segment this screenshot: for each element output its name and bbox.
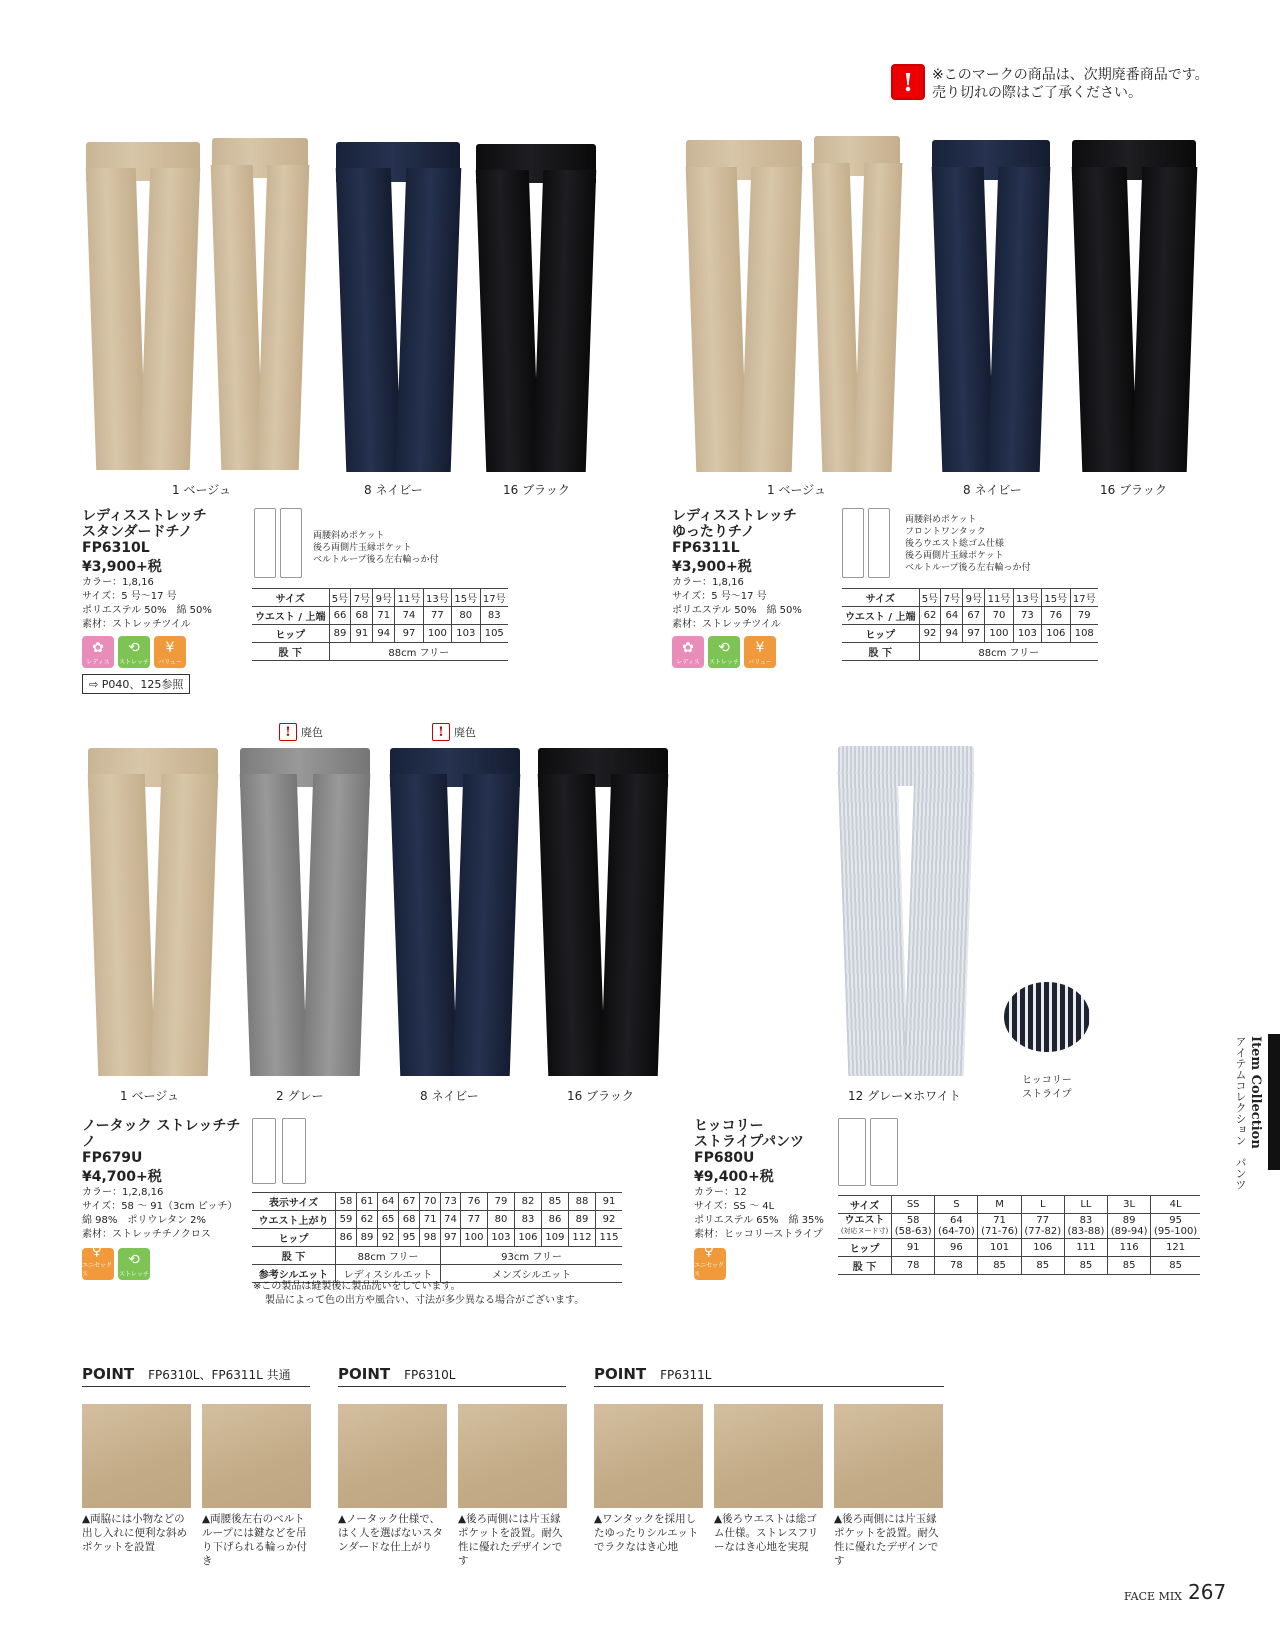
color-caption: 16 ブラック bbox=[1100, 483, 1167, 497]
color-caption: 8 ネイビー bbox=[420, 1089, 479, 1103]
spec-color: カラー：1,8,16 bbox=[672, 577, 744, 588]
fp680u-front-sketch bbox=[838, 1118, 866, 1186]
fp6310l-navy-image bbox=[336, 142, 460, 472]
fp679u-grey-image bbox=[240, 748, 370, 1076]
product-price: ¥3,900+税 bbox=[82, 559, 162, 575]
discontinued-badge: ! 廃色 bbox=[432, 723, 476, 741]
fp6311l-features: 両腰斜めポケット フロントワンタック 後ろウエスト総ゴム仕様 後ろ両側片玉縁ポケット ベルトループ後ろ左右輪っか付 bbox=[905, 515, 1031, 573]
fp679u-front-sketch bbox=[252, 1118, 276, 1184]
product-name: ゆったりチノ bbox=[672, 524, 755, 540]
fp680u-hickory-image bbox=[838, 746, 974, 1076]
fp679u-beige-image bbox=[88, 748, 218, 1076]
color-caption: 16 ブラック bbox=[567, 1089, 634, 1103]
detail-photo-back-pocket bbox=[458, 1404, 567, 1508]
spec-fabric: 素材：ストレッチツイル bbox=[672, 619, 781, 630]
ladies-icon: ✿ レディス bbox=[672, 636, 704, 668]
detail-photo-back-pocket bbox=[834, 1404, 943, 1508]
fp6310l-info bbox=[82, 508, 252, 694]
color-caption: 8 ネイビー bbox=[364, 483, 423, 497]
spec-color: カラー：1,8,16 bbox=[82, 577, 154, 588]
spec-material: 綿 98% ポリウレタン 2% bbox=[82, 1215, 207, 1226]
product-code: FP680U bbox=[694, 1150, 755, 1166]
fp6310l-beige-front-image bbox=[86, 142, 200, 470]
fp6311l-beige-front-image bbox=[686, 140, 802, 472]
detail-photo-side-pocket bbox=[82, 1404, 191, 1508]
color-caption: 1 ベージュ bbox=[120, 1089, 179, 1103]
product-price: ¥4,700+税 bbox=[82, 1169, 162, 1185]
ladies-icon: ✿ レディス bbox=[82, 636, 114, 668]
page-number: 267 bbox=[1188, 1580, 1227, 1604]
product-name: ストライプパンツ bbox=[694, 1134, 805, 1150]
spec-color: カラー：1,2,8,16 bbox=[82, 1187, 164, 1198]
detail-caption: ▲両脇には小物などの出し入れに便利な斜めポケットを設置 bbox=[82, 1513, 187, 1553]
product-name: スタンダードチノ bbox=[82, 524, 193, 540]
product-name: レディスストレッチ bbox=[82, 508, 207, 524]
spec-material: ポリエステル 65% 綿 35% bbox=[694, 1215, 824, 1226]
fp680u-info bbox=[694, 1118, 844, 1280]
detail-caption: ▲両腰後左右のベルトループには鍵などを吊り下げられる輪っか付き bbox=[202, 1513, 307, 1567]
section-title-en: Item Collection bbox=[1248, 1036, 1263, 1149]
spec-fabric: 素材：ヒッコリーストライプ bbox=[694, 1229, 823, 1240]
fp680u-back-sketch bbox=[870, 1118, 898, 1186]
discontinued-mark-icon: ! bbox=[432, 723, 450, 741]
discontinued-badge: ! 廃色 bbox=[279, 723, 323, 741]
product-price: ¥3,900+税 bbox=[672, 559, 752, 575]
section-tab bbox=[1268, 1034, 1280, 1170]
detail-caption: ▲ワンタックを採用したゆったりシルエットでラクなはき心地 bbox=[594, 1513, 699, 1553]
stretch-icon: ⟲ ストレッチ bbox=[708, 636, 740, 668]
product-code: FP6311L bbox=[672, 540, 740, 556]
spec-size: サイズ：SS ～ 4L bbox=[694, 1201, 775, 1212]
spec-fabric: 素材：ストレッチチノクロス bbox=[82, 1229, 211, 1240]
fp6310l-back-sketch bbox=[280, 508, 302, 578]
color-caption: 16 ブラック bbox=[503, 483, 570, 497]
stretch-icon: ⟲ ストレッチ bbox=[118, 636, 150, 668]
spec-material: ポリエステル 50% 綿 50% bbox=[672, 605, 802, 616]
value-icon: ¥ バリュー bbox=[744, 636, 776, 668]
notice-line1: ※このマークの商品は、次期廃番商品です。 bbox=[932, 67, 1209, 83]
detail-caption: ▲ノータック仕様で、はく人を選ばないスタンダードな仕上がり bbox=[338, 1513, 443, 1553]
detail-caption: ▲後ろ両側には片玉縁ポケットを設置。耐久性に優れたデザインです bbox=[834, 1513, 939, 1567]
product-name: ノータック ストレッチチノ bbox=[82, 1118, 241, 1150]
detail-photo-elastic-waist bbox=[714, 1404, 823, 1508]
hickory-stripe-swatch bbox=[1004, 982, 1090, 1052]
color-caption: 8 ネイビー bbox=[963, 483, 1022, 497]
page-reference-link[interactable]: ⇨ P040、125参照 bbox=[82, 674, 190, 694]
fp679u-black-image bbox=[538, 748, 668, 1076]
detail-caption: ▲後ろウエストは総ゴム仕様。ストレスフリーなはき心地を実現 bbox=[714, 1513, 819, 1553]
spec-size: サイズ：5 号～17 号 bbox=[82, 591, 177, 602]
point-header: POINT FP6310L、FP6311L 共通 bbox=[82, 1364, 310, 1387]
fp679u-back-sketch bbox=[282, 1118, 306, 1184]
product-name: ヒッコリー bbox=[694, 1118, 764, 1134]
product-code: FP6310L bbox=[82, 540, 150, 556]
notice-line2: 売り切れの際はご了承ください。 bbox=[932, 85, 1142, 101]
color-caption: 12 グレー×ホワイト bbox=[848, 1089, 961, 1103]
fp6310l-front-sketch bbox=[254, 508, 276, 578]
spec-material: ポリエステル 50% 綿 50% bbox=[82, 605, 212, 616]
fp6311l-info bbox=[672, 508, 842, 668]
discontinued-mark-icon: ! bbox=[279, 723, 297, 741]
spec-fabric: 素材：ストレッチツイル bbox=[82, 619, 191, 630]
fp6311l-size-table: サイズ 5号 7号 9号 11号 13号 15号 17号 ウエスト / 上端 62 64 67 70 73 76 79 ヒップ 92 94 97 100 103 106 108 股 下 88cm フリー bbox=[842, 588, 1098, 661]
fp6311l-beige-back-image bbox=[814, 136, 900, 472]
brand-name: FACE MIX bbox=[1124, 1590, 1183, 1603]
fp6311l-navy-image bbox=[932, 140, 1050, 472]
fp6310l-size-table: サイズ 5号 7号 9号 11号 13号 15号 17号 ウエスト / 上端 66 68 71 74 77 80 83 ヒップ 89 91 94 97 100 103 105 股 下 88cm フリー bbox=[252, 588, 508, 661]
spec-color: カラー：12 bbox=[694, 1187, 747, 1198]
spec-size: サイズ：5 号～17 号 bbox=[672, 591, 767, 602]
point-header: POINT FP6311L bbox=[594, 1364, 944, 1387]
detail-photo-no-tuck bbox=[338, 1404, 447, 1508]
fp679u-size-table: 表示サイズ 58 61 64 67 70 73 76 79 82 85 88 91 ウエスト上がり 59 62 65 68 71 74 77 80 83 86 89 92 ヒップ 86 89 92 95 98 97 100 103 106 109 112 115 股 下 88cm フリー 93cm フリー 参考シルエット レディスシルエット メンズシルエット bbox=[252, 1192, 622, 1283]
fp6311l-black-image bbox=[1072, 140, 1196, 472]
point-header: POINT FP6310L bbox=[338, 1364, 566, 1387]
notice-text bbox=[932, 66, 1209, 102]
fp6310l-black-image bbox=[476, 144, 596, 472]
fp680u-size-table: サイズ SS S M L LL 3L 4L ウエスト (対応ヌード寸) 58 (58-63) 64 (64-70) 71 (71-76) 77 (77-82) 83 (83-88) 89 (89-94) 95 (95-100) ヒップ 91 96 101 106 111 116 121 股 下 78 78 85 85 85 85 85 bbox=[838, 1195, 1200, 1275]
fp6310l-features: 両腰斜めポケット 後ろ両側片玉縁ポケット ベルトループ後ろ左右輪っか付 bbox=[313, 531, 439, 565]
fp6311l-front-sketch bbox=[842, 508, 864, 578]
section-title-ja: アイテムコレクション パンツ bbox=[1234, 1036, 1247, 1190]
discontinued-mark-icon: ! bbox=[891, 64, 925, 100]
product-name: レディスストレッチ bbox=[672, 508, 797, 524]
fp6310l-beige-back-image bbox=[212, 138, 308, 470]
color-caption: 2 グレー bbox=[276, 1089, 324, 1103]
fp679u-info bbox=[82, 1118, 252, 1280]
detail-caption: ▲後ろ両側には片玉縁ポケットを設置。耐久性に優れたデザインです bbox=[458, 1513, 563, 1567]
spec-size: サイズ：58 ～ 91（3cm ピッチ） bbox=[82, 1201, 238, 1212]
fp679u-notes: ※この製品は縫製後に製品洗いをしています。 製品によって色の出方や風合い、寸法が多少異なる場合がございます。 bbox=[253, 1281, 585, 1306]
detail-photo-one-tuck bbox=[594, 1404, 703, 1508]
value-icon: ¥ バリュー bbox=[154, 636, 186, 668]
product-price: ¥9,400+税 bbox=[694, 1169, 774, 1185]
color-caption: 1 ベージュ bbox=[172, 483, 231, 497]
fp679u-navy-image bbox=[390, 748, 520, 1076]
product-code: FP679U bbox=[82, 1150, 143, 1166]
fp6311l-back-sketch bbox=[868, 508, 890, 578]
unisex-icon: ⚥ ユニセックス bbox=[82, 1243, 113, 1278]
color-caption: 1 ベージュ bbox=[767, 483, 826, 497]
detail-photo-belt-loop bbox=[202, 1404, 311, 1508]
swatch-label: ヒッコリー ストライプ bbox=[1022, 1075, 1072, 1100]
stretch-icon: ⟲ ストレッチ bbox=[118, 1248, 150, 1280]
unisex-icon: ⚥ ユニセックス bbox=[694, 1243, 725, 1278]
